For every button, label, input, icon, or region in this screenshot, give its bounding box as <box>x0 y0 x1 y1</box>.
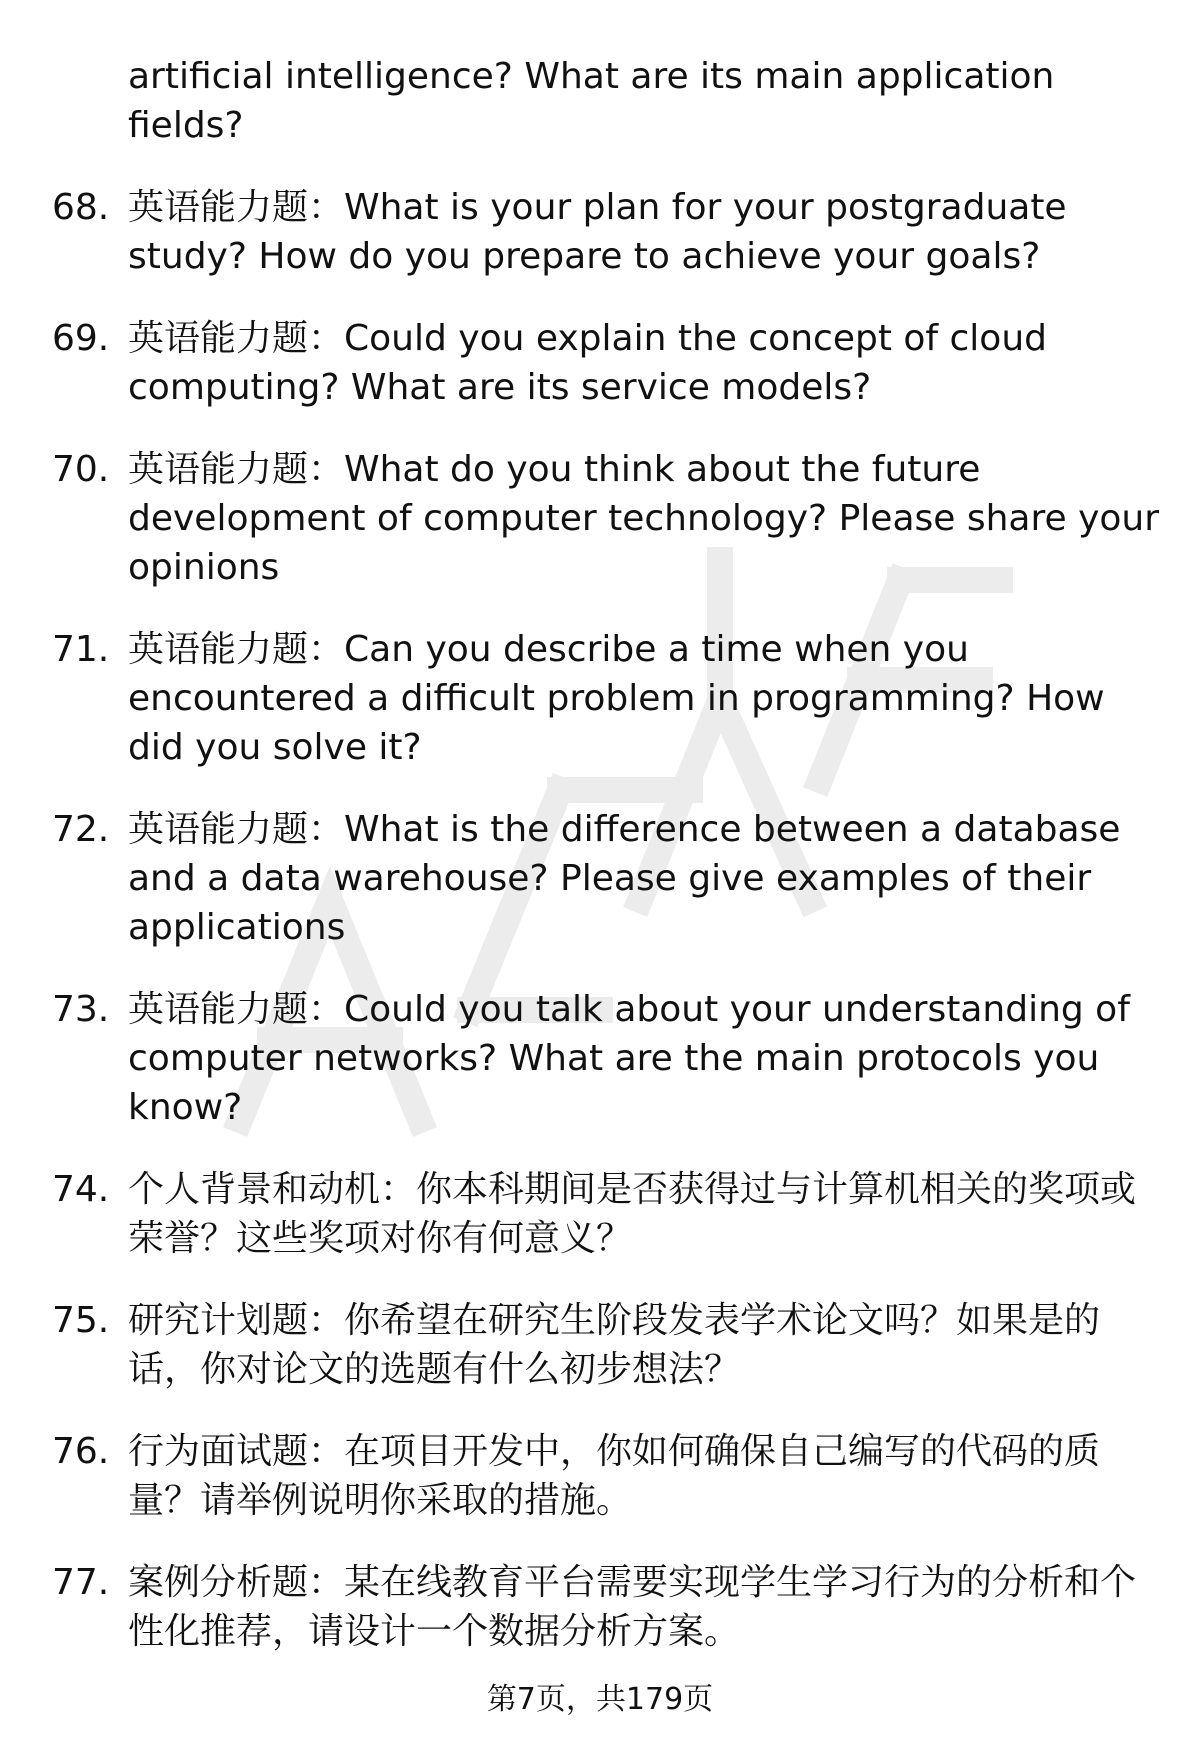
question-number: 72. <box>52 809 110 850</box>
question-item <box>0 1427 1168 1525</box>
question-item <box>0 183 1168 281</box>
document-body <box>0 52 1200 1656</box>
question-number: 76. <box>52 1431 110 1472</box>
question-text: 英语能力题：What do you think about the future development of computer technology? Please share your opinions <box>128 449 1160 588</box>
question-text: 英语能力题：What is the difference between a database and a data warehouse? Please give examples of their applications <box>128 809 1121 948</box>
question-number: 68. <box>52 187 110 228</box>
question-text: 个人背景和动机：你本科期间是否获得过与计算机相关的奖项或荣誉？这些奖项对你有何意义？ <box>128 1169 1137 1259</box>
question-text: 行为面试题：在项目开发中，你如何确保自己编写的代码的质量？请举例说明你采取的措施。 <box>128 1431 1101 1521</box>
question-number: 77. <box>52 1562 110 1603</box>
question-text: 研究计划题：你希望在研究生阶段发表学术论文吗？如果是的话，你对论文的选题有什么初步想法？ <box>128 1300 1101 1390</box>
question-item <box>0 1558 1168 1656</box>
question-number: 75. <box>52 1300 110 1341</box>
question-number: 73. <box>52 989 110 1030</box>
question-item <box>0 985 1168 1132</box>
question-item <box>0 314 1168 412</box>
question-item <box>0 805 1168 952</box>
question-text: 案例分析题：某在线教育平台需要实现学生学习行为的分析和个性化推荐，请设计一个数据分析方案。 <box>128 1562 1137 1652</box>
continued-question-text: artificial intelligence? What are its main application fields? <box>128 56 1055 146</box>
question-number: 74. <box>52 1169 110 1210</box>
question-text: 英语能力题：Can you describe a time when you encountered a difficult problem in programming? How did you solve it? <box>128 629 1105 768</box>
question-text: 英语能力题：What is your plan for your postgraduate study? How do you prepare to achieve your goals? <box>128 187 1067 277</box>
question-number: 69. <box>52 318 110 359</box>
question-number: 70. <box>52 449 110 490</box>
question-item <box>0 1296 1168 1394</box>
question-number: 71. <box>52 629 110 670</box>
question-text: 英语能力题：Could you explain the concept of cloud computing? What are its service models? <box>128 318 1048 408</box>
question-text: 英语能力题：Could you talk about your understanding of computer networks? What are the main protocols you know? <box>128 989 1130 1128</box>
question-item <box>0 445 1168 592</box>
page-footer: 第7页，共179页 <box>486 1682 714 1717</box>
question-list <box>0 183 1200 1656</box>
question-item <box>0 1165 1168 1263</box>
question-item <box>0 625 1168 772</box>
